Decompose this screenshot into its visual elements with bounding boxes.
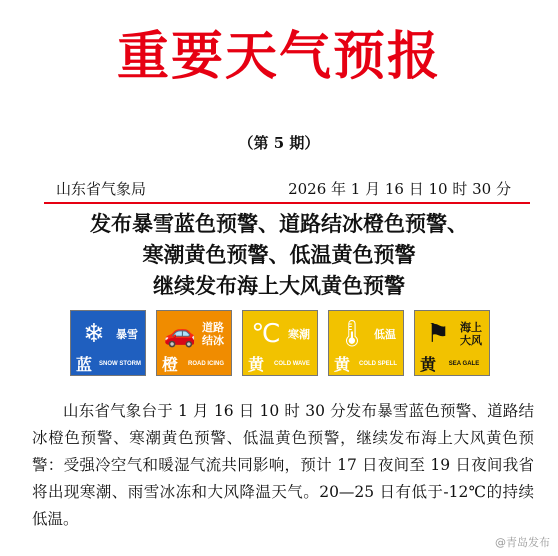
headline <box>0 208 558 301</box>
warning-icon-road-icing <box>156 310 232 376</box>
headline-line: 继续发布海上大风黄色预警 <box>153 273 405 298</box>
car-skid-icon: 🚗 <box>163 319 197 349</box>
warning-english: SNOW STORM <box>99 361 141 367</box>
headline-line: 发布暴雪蓝色预警、道路结冰橙色预警、 <box>90 211 468 236</box>
warning-icon-cold-wave <box>242 310 318 376</box>
warning-level: 橙 <box>161 354 178 374</box>
issue-number: （第 5 期） <box>238 134 320 152</box>
warning-english: ROAD ICING <box>188 361 224 367</box>
sea-gale-icon: ⚑ <box>426 319 450 349</box>
snowflake-icon: ❄ <box>83 319 105 349</box>
warning-name: 低温 <box>374 327 396 341</box>
warning-english: COLD WAVE <box>274 361 310 367</box>
warning-icon-cold-spell <box>328 310 404 376</box>
issue-datetime: 2026 年 1 月 16 日 10 时 30 分 <box>288 180 511 198</box>
issuer: 山东省气象局 <box>56 180 147 198</box>
warning-icons-row <box>70 310 500 378</box>
low-temperature-icon: 🌡 <box>335 319 369 349</box>
warning-english: SEA GALE <box>448 361 480 367</box>
watermark: @青岛发布 <box>495 536 550 549</box>
warning-level: 黄 <box>333 354 350 374</box>
thermometer-icon: ℃ <box>251 319 281 349</box>
warning-english: COLD SPELL <box>358 361 397 367</box>
warning-icon-sea-gale <box>414 310 490 376</box>
warning-name: 道路结冰 <box>202 321 224 347</box>
warning-icon-snowstorm <box>70 310 146 376</box>
warning-level: 蓝 <box>75 354 92 374</box>
document-title: 重要天气预报 <box>116 26 441 87</box>
warning-level: 黄 <box>247 354 264 374</box>
red-divider <box>44 202 530 204</box>
warning-name: 寒潮 <box>288 327 310 341</box>
headline-line: 寒潮黄色预警、低温黄色预警 <box>142 242 416 267</box>
warning-name: 暴雪 <box>116 327 138 341</box>
warning-level: 黄 <box>419 354 436 374</box>
body-paragraph: 山东省气象台于 1 月 16 日 10 时 30 分发布暴雪蓝色预警、道路结冰橙色预警、寒潮黄色预警、低温黄色预警，继续发布海上大风黄色预警：受强冷空气和暖湿气流共同影响，预计 17 日夜间至 19 日夜间我省将出现寒潮、雨雪冰冻和大风降温天气。20—25 日有低于-12℃的持续低温。 <box>32 402 534 528</box>
warning-name: 海上大风 <box>460 321 482 347</box>
